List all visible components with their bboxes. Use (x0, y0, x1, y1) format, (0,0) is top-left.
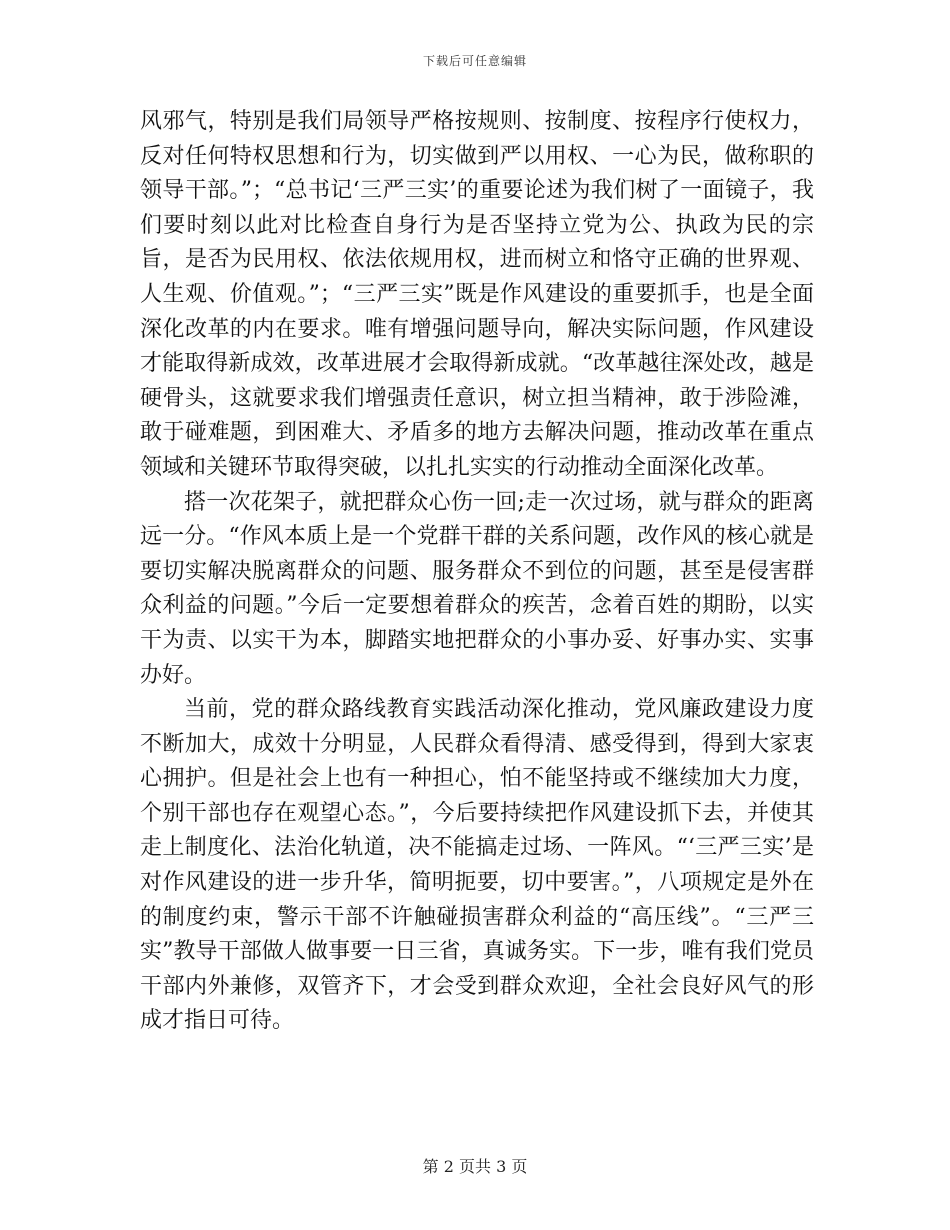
paragraph-3: 当前，党的群众路线教育实践活动深化推动，党风廉政建设力度不断加大，成效十分明显，人民群众看得清、感受得到，得到大家衷心拥护。但是社会上也有一种担心，怕不能坚持或不继续加大力度，个别干部也存在观望心态。”，今后要持续把作风建设抓下去，并使其走上制度化、法治化轨道，决不能搞走过场、一阵风。“‘三严三实’是对作风建设的进一步升华，简明扼要，切中要害。”，八项规定是外在的制度约束，警示干部不许触碰损害群众利益的“高压线”。“三严三实”教导干部做人做事要一日三省，真诚务实。下一步，唯有我们党员干部内外兼修，双管齐下，才会受到群众欢迎，全社会良好风气的形成才指日可待。 (140, 697, 814, 1034)
paragraph-2: 搭一次花架子，就把群众心伤一回;走一次过场，就与群众的距离远一分。“作风本质上是一个党群干群的关系问题，改作风的核心就是要切实解决脱离群众的问题、服务群众不到位的问题，甚至是侵害群众利益的问题。”今后一定要想着群众的疾苦，念着百姓的期盼，以实干为责、以实干为本，脚踏实地把群众的小事办妥、好事办实、实事办好。 (140, 489, 814, 688)
page-header: 下载后可任意编辑 (422, 54, 527, 68)
paragraph-1: 风邪气，特别是我们局领导严格按规则、按制度、按程序行使权力，反对任何特权思想和行为，切实做到严以用权、一心为民，做称职的领导干部。”；“总书记‘三严三实’的重要论述为我们树了一面镜子，我们要时刻以此对比检查自身行为是否坚持立党为公、执政为民的宗旨，是否为民用权、依法依规用权，进而树立和恪守正确的世界观、人生观、价值观。”；“三严三实”既是作风建设的重要抓手，也是全面深化改革的内在要求。唯有增强问题导向，解决实际问题，作风建设才能取得新成效，改革进展才会取得新成就。“改革越往深处改，越是硬骨头，这就要求我们增强责任意识，树立担当精神，敢于涉险滩，敢于碰难题，到困难大、矛盾多的地方去解决问题，推动改革在重点领域和关键环节取得突破，以扎扎实实的行动推动全面深化改革。 (140, 109, 814, 480)
page-footer: 第 2 页共 3 页 (422, 1157, 528, 1176)
document-body (140, 105, 814, 1039)
